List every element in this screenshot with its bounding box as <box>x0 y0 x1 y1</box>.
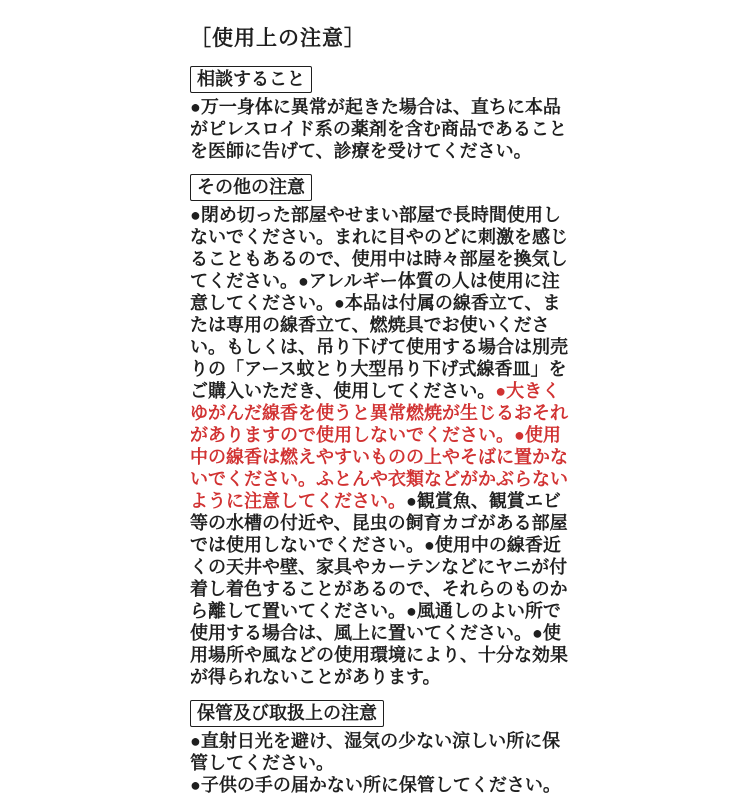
usage-precaution-label <box>190 22 570 808</box>
consultation-heading: 相談すること <box>190 66 312 93</box>
consultation-body: ●万一身体に異常が起きた場合は、直ちに本品がピレスロイド系の薬剤を含む商品であることを医師に告げて、診療を受けてください。 <box>190 97 567 161</box>
section-storage-handling <box>190 700 570 796</box>
storage-item-children: ●子供の手の届かない所に保管してください。 <box>190 775 561 795</box>
other-precautions-heading: その他の注意 <box>190 174 312 201</box>
other-precautions-body <box>190 204 570 688</box>
other-precautions-text-black-1: ●閉め切った部屋やせまい部屋で長時間使用しないでください。まれに目やのどに刺激を感じることもあるので、使用中は時々部屋を換気してください。●アレルギー体質の人は使用に注意してください。●本品は付属の線香立て、または専用の線香立て、燃焼具でお使いください。もしくは、吊り下げて使用する場合は別売りの「アース蚊とり大型吊り下げ式線香皿」をご購入いただき、使用してください。 <box>190 205 568 401</box>
page-title: ［使用上の注意］ <box>190 27 366 50</box>
section-other-precautions <box>190 174 570 688</box>
section-consultation <box>190 66 570 162</box>
storage-item-sunlight: ●直射日光を避け、湿気の少ない涼しい所に保管してください。 <box>190 731 561 773</box>
other-precautions-text-black-2: ●観賞魚、観賞エビ等の水槽の付近や、昆虫の飼育カゴがある部屋では使用しないでください。●使用中の線香近くの天井や壁、家具やカーテンなどにヤニが付着し着色することがあるので、それらのものから離して置いてください。●風通しのよい所で使用する場合は、風上に置いてください。●使用場所や風などの使用環境により、十分な効果が得られないことがあります。 <box>190 491 568 687</box>
other-precautions-warning-red: ●大きくゆがんだ線香を使うと異常燃焼が生じるおそれがありますので使用しないでください。●使用中の線香は燃えやすいものの上やそばに置かないでください。ふとんや衣類などがかぶらないように注意してください。 <box>190 381 568 511</box>
storage-handling-heading: 保管及び取扱上の注意 <box>190 700 384 727</box>
